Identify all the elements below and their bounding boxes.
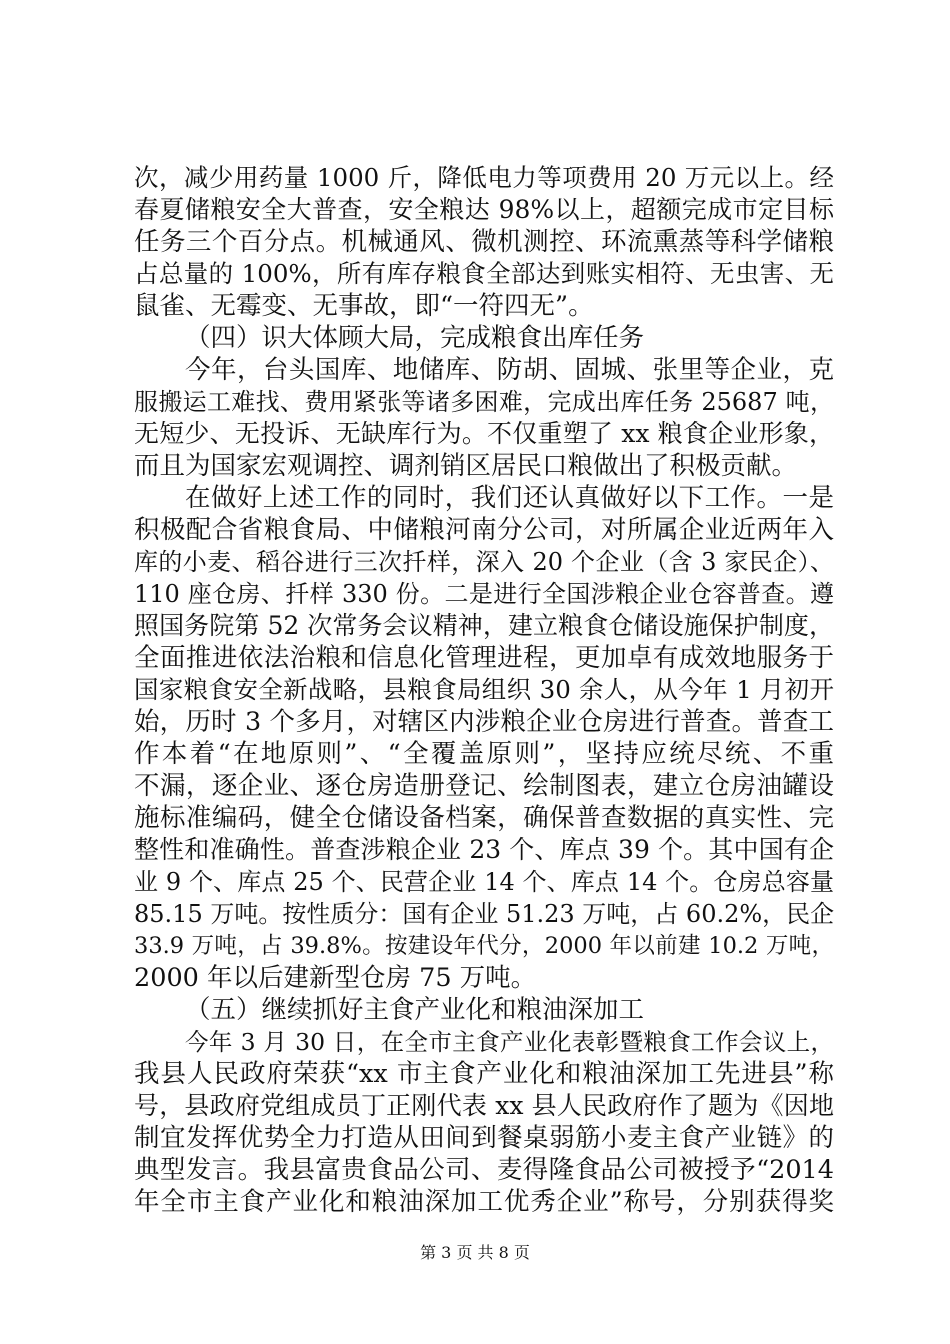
text-line: 照国务院第 52 次常务会议精神，建立粮食仓储设施保护制度，: [134, 611, 834, 640]
text-line: 制宜发挥优势全力打造从田间到餐桌弱筋小麦主食产业链》的: [134, 1123, 834, 1153]
text-line: 33.9 万吨，占 39.8%。按建设年代分，2000 年以前建 10.2 万吨，: [134, 933, 834, 959]
paragraph-first-line: 今年 3 月 30 日，在全市主食产业化表彰暨粮食工作会议上，: [185, 1028, 834, 1056]
text-line: 110 座仓房、扦样 330 份。二是进行全国涉粮企业仓容普查。遵: [134, 580, 834, 608]
text-line: 我县人民政府荣获“xx 市主食产业化和粮油深加工先进县”称: [134, 1059, 834, 1089]
text-line: 2000 年以后建新型仓房 75 万吨。: [134, 963, 537, 993]
text-line: 无短少、无投诉、无缺库行为。不仅重塑了 xx 粮食企业形象，: [134, 419, 834, 448]
text-line: 国家粮食安全新战略，县粮食局组织 30 余人，从今年 1 月初开: [134, 675, 834, 704]
text-line: 作本着“在地原则”、“全覆盖原则”，坚持应统尽统、不重: [134, 739, 834, 769]
text-line: 服搬运工难找、费用紧张等诸多困难，完成出库任务 25687 吨，: [134, 388, 834, 416]
text-line: 而且为国家宏观调控、调剂销区居民口粮做出了积极贡献。: [134, 451, 798, 481]
paragraph-first-line: 今年，台头国库、地储库、防胡、固城、张里等企业，克: [185, 355, 834, 385]
text-line: 业 9 个、库点 25 个、民营企业 14 个、库点 14 个。仓房总容量: [134, 868, 834, 896]
text-line: 85.15 万吨。按性质分：国有企业 51.23 万吨，占 60.2%，民企: [134, 900, 835, 928]
text-line: 积极配合省粮食局、中储粮河南分公司，对所属企业近两年入: [134, 515, 834, 545]
text-line: 典型发言。我县富贵食品公司、麦得隆食品公司被授予“2014: [134, 1155, 834, 1185]
text-line: 整性和准确性。普查涉粮企业 23 个、库点 39 个。其中国有企: [134, 835, 834, 864]
paragraph-first-line: 在做好上述工作的同时，我们还认真做好以下工作。一是: [185, 483, 834, 513]
text-line: 号，县政府党组成员丁正刚代表 xx 县人民政府作了题为《因地: [134, 1091, 834, 1120]
text-line: 年全市主食产业化和粮油深加工优秀企业”称号，分别获得奖: [134, 1187, 834, 1217]
text-line: 不漏，逐企业、逐仓房造册登记、绘制图表，建立仓房油罐设: [134, 771, 834, 801]
text-line: 始，历时 3 个多月，对辖区内涉粮企业仓房进行普查。普查工: [134, 707, 834, 737]
page-footer: 第 3 页 共 8 页: [420, 1243, 530, 1262]
text-line: 占总量的 100%，所有库存粮食全部达到账实相符、无虫害、无: [134, 259, 834, 288]
section-heading-5: （五）继续抓好主食产业化和粮油深加工: [185, 995, 645, 1025]
text-line: 春夏储粮安全大普查，安全粮达 98%以上，超额完成市定目标: [134, 195, 834, 224]
text-line: 任务三个百分点。机械通风、微机测控、环流熏蒸等科学储粮: [134, 227, 834, 257]
text-line: 次，减少用药量 1000 斤，降低电力等项费用 20 万元以上。经: [134, 163, 834, 192]
text-line: 施标准编码，健全仓储设备档案，确保普查数据的真实性、完: [134, 803, 834, 833]
document-body: [134, 162, 834, 1218]
text-line: 鼠雀、无霉变、无事故，即“一符四无”。: [134, 291, 594, 321]
text-line: 库的小麦、稻谷进行三次扦样，深入 20 个企业（含 3 家民企）、: [134, 548, 834, 576]
section-heading-4: （四）识大体顾大局，完成粮食出库任务: [185, 323, 645, 353]
text-line: 全面推进依法治粮和信息化管理进程，更加卓有成效地服务于: [134, 643, 834, 673]
